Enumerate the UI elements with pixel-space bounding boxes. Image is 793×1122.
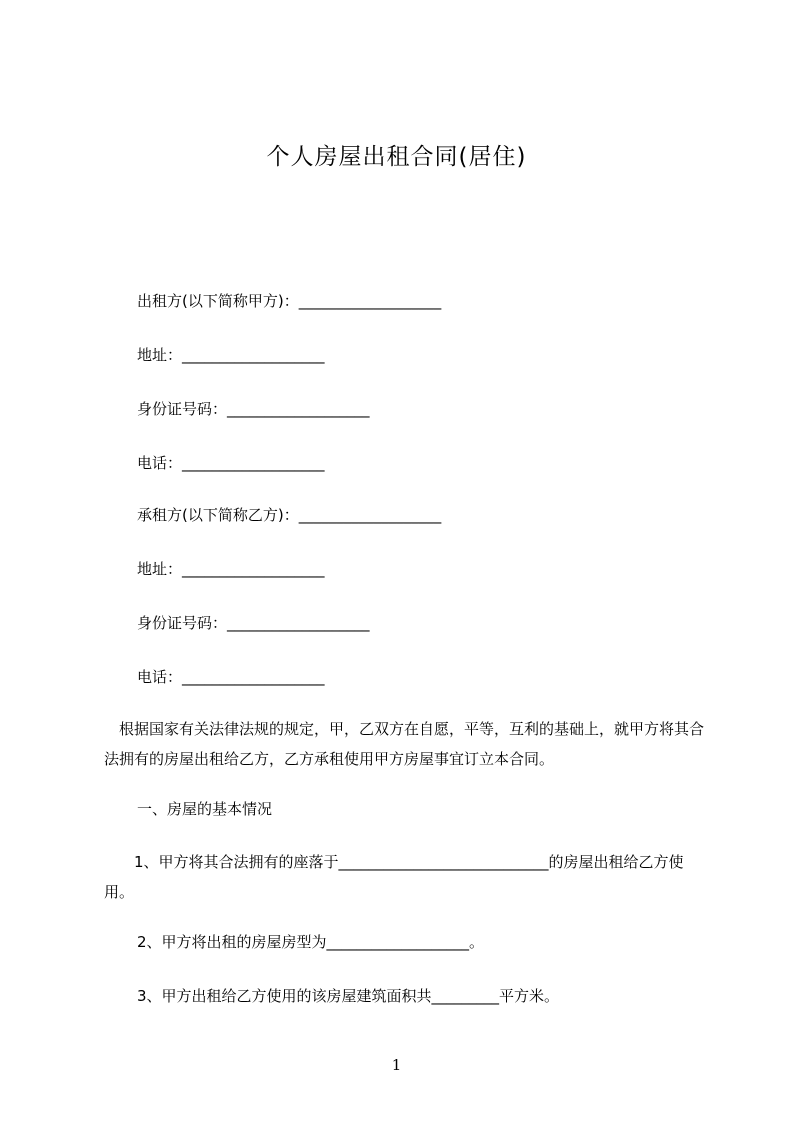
lessee-name-field: 承租方(以下简称乙方)：___________________: [137, 506, 442, 524]
lessee-address-field: 地址：___________________: [137, 560, 325, 578]
page-number: 1: [391, 1056, 402, 1074]
clause-3: 3、甲方出租给乙方使用的该房屋建筑面积共_________平方米。: [137, 987, 560, 1005]
lessor-name-field: 出租方(以下简称甲方)：___________________: [137, 292, 442, 310]
clause-1: 1、甲方将其合法拥有的座落于____________________________的房屋出租给乙方使用。: [104, 853, 684, 901]
lessor-id-field: 身份证号码：___________________: [137, 400, 370, 418]
clause-2: 2、甲方将出租的房屋房型为___________________。: [137, 933, 485, 951]
lessee-id-field: 身份证号码：___________________: [137, 614, 370, 632]
contract-title: 个人房屋出租合同(居住): [266, 144, 527, 170]
section-heading: 一、房屋的基本情况: [137, 800, 273, 818]
lessor-phone-field: 电话：___________________: [137, 454, 325, 472]
intro-paragraph: 根据国家有关法律法规的规定，甲，乙双方在自愿，平等，互利的基础上，就甲方将其合法拥有的房屋出租给乙方，乙方承租使用甲方房屋事宜订立本合同。: [104, 720, 705, 768]
lessee-phone-field: 电话：___________________: [137, 668, 325, 686]
lessor-address-field: 地址：___________________: [137, 346, 325, 364]
